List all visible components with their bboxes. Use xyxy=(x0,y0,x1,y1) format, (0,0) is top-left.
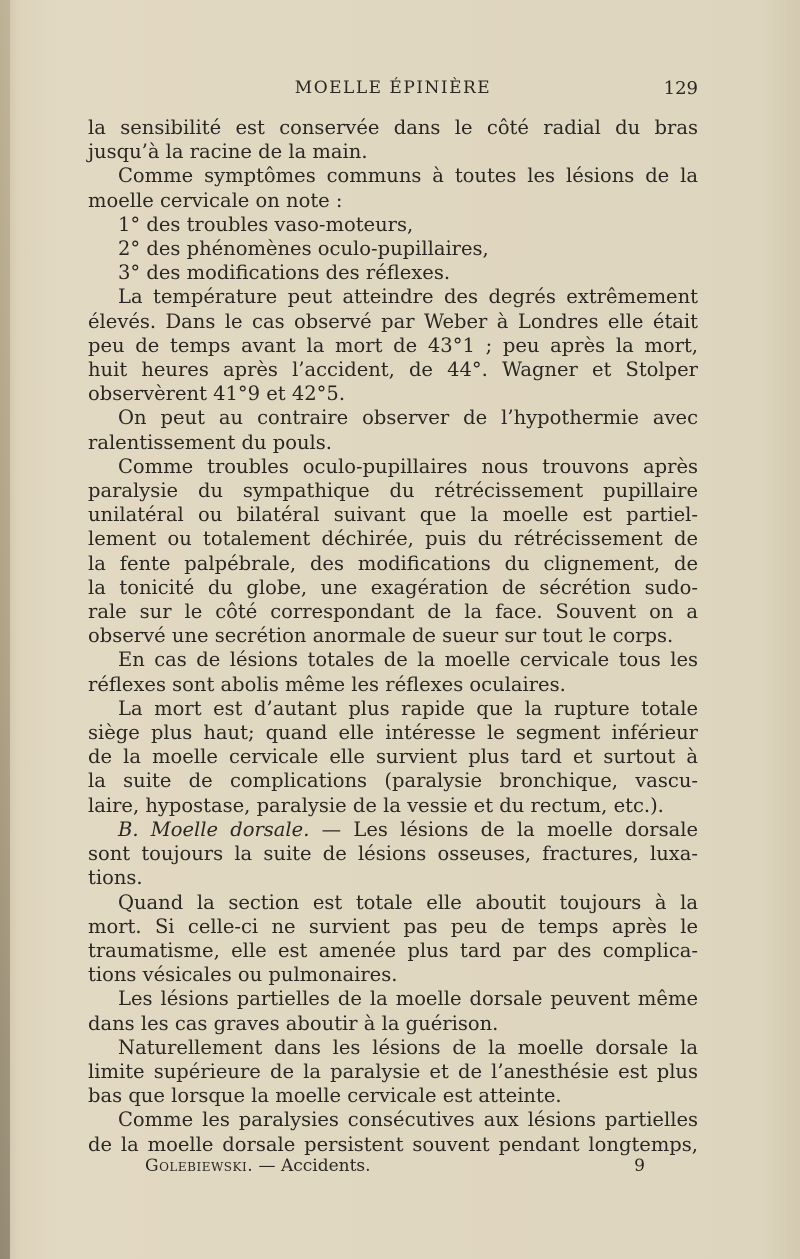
text-line: Comme symptômes communs à toutes les lésions de la xyxy=(118,164,698,188)
text-line: observèrent 41°9 et 42°5. xyxy=(88,382,346,406)
text-line: jusqu’à la racine de la main. xyxy=(88,140,368,164)
text-line: réflexes sont abolis même les réflexes oculaires. xyxy=(88,672,566,696)
text-line: huit heures après l’accident, de 44°. Wagner et Stolper xyxy=(88,358,698,382)
text-line: la suite de complications (paralysie bronchique, vascu- xyxy=(88,769,698,793)
text-line: La température peut atteindre des degrés extrêmement xyxy=(118,285,698,309)
footer-work: — Accidents. xyxy=(253,1156,371,1176)
page-number: 129 xyxy=(663,78,698,99)
page-header xyxy=(88,78,698,102)
text-line: Comme troubles oculo-pupillaires nous trouvons après xyxy=(118,454,698,478)
text-line: de la moelle cervicale elle survient plus tard et surtout à xyxy=(88,745,698,769)
text-line: siège plus haut; quand elle intéresse le segment inférieur xyxy=(88,721,698,745)
text-line: lement ou totalement déchirée, puis du rétrécissement de xyxy=(88,527,698,551)
list-item: 2° des phénomènes oculo-pupillaires, xyxy=(118,237,489,261)
text-line: traumatisme, elle est amenée plus tard par des complica- xyxy=(88,938,698,962)
text-line: mort. Si celle-ci ne survient pas peu de temps après le xyxy=(88,914,698,938)
running-title: MOELLE ÉPINIÈRE xyxy=(294,78,492,98)
text-line: de la moelle dorsale persistent souvent pendant longtemps, xyxy=(88,1132,698,1156)
text-line: dans les cas graves aboutir à la guérison. xyxy=(88,1011,499,1035)
section-heading-rest: — Les lésions de la moelle dorsale xyxy=(309,817,698,841)
section-heading: B. Moelle dorsale. xyxy=(118,817,310,841)
text-line: On peut au contraire observer de l’hypothermie avec xyxy=(118,406,698,430)
text-line: ralentissement du pouls. xyxy=(88,430,332,454)
page-footer xyxy=(145,1156,645,1180)
text-line: paralysie du sympathique du rétrécissement pupillaire xyxy=(88,479,698,503)
list-item: 3° des modifications des réflexes. xyxy=(118,261,451,285)
list-item: 1° des troubles vaso-moteurs, xyxy=(118,212,414,236)
text-line: sont toujours la suite de lésions osseuses, fractures, luxa- xyxy=(88,842,698,866)
text-line: rale sur le côté correspondant de la face. Souvent on a xyxy=(88,600,698,624)
text-line: Naturellement dans les lésions de la moelle dorsale la xyxy=(118,1035,698,1059)
text-line: bas que lorsque la moelle cervicale est atteinte. xyxy=(88,1084,562,1108)
text-line: limite supérieure de la paralysie et de l’anesthésie est plus xyxy=(88,1059,698,1083)
body-text xyxy=(88,116,698,1157)
text-line: moelle cervicale on note : xyxy=(88,188,343,212)
text-line: La mort est d’autant plus rapide que la rupture totale xyxy=(118,696,698,720)
text-line: la sensibilité est conservée dans le côté radial du bras xyxy=(88,116,698,139)
binding-gutter xyxy=(0,0,10,1259)
text-line: laire, hypostase, paralysie de la vessie et du rectum, etc.). xyxy=(88,793,664,817)
footer-credit xyxy=(145,1156,371,1176)
text-line: Les lésions partielles de la moelle dorsale peuvent même xyxy=(118,987,698,1011)
text-line: observé une secrétion anormale de sueur sur tout le corps. xyxy=(88,624,674,648)
text-line: la fente palpébrale, des modifications du clignement, de xyxy=(88,551,698,575)
text-line: élevés. Dans le cas observé par Weber à Londres elle était xyxy=(88,309,698,333)
text-line: unilatéral ou bilatéral suivant que la moelle est partiel- xyxy=(88,503,698,527)
text-line: tions. xyxy=(88,866,143,890)
text-line: Quand la section est totale elle aboutit toujours à la xyxy=(118,890,698,914)
text-line: Comme les paralysies consécutives aux lésions partielles xyxy=(118,1108,698,1132)
signature-mark: 9 xyxy=(634,1156,645,1176)
text-line: la tonicité du globe, une exagération de sécrétion sudo- xyxy=(88,575,698,599)
text-line: peu de temps avant la mort de 43°1 ; peu après la mort, xyxy=(88,333,698,357)
footer-author: Golebiewski. xyxy=(145,1156,254,1176)
text-line: tions vésicales ou pulmonaires. xyxy=(88,963,398,987)
text-line xyxy=(88,818,698,842)
text-line: En cas de lésions totales de la moelle cervicale tous les xyxy=(118,648,698,672)
